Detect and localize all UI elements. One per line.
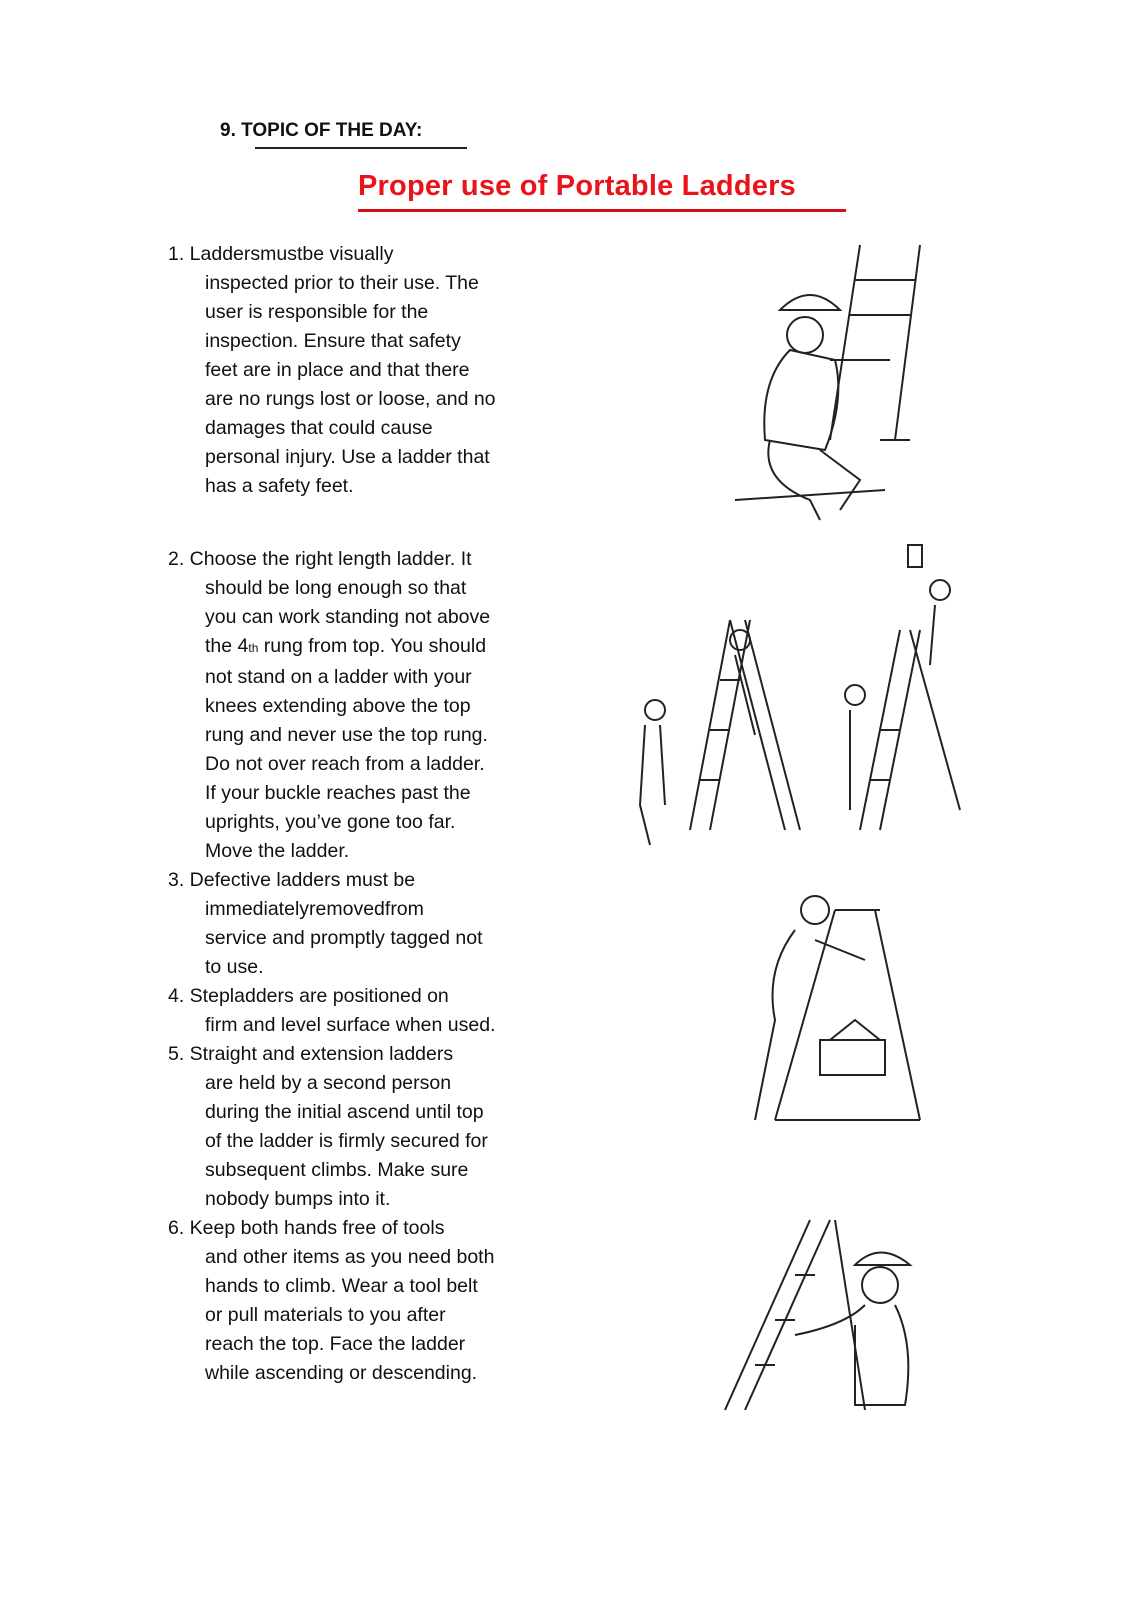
line: reach the top. Face the ladder [205,1333,466,1355]
climbing-ladder-illustration [715,1215,935,1425]
line: 3. Defective ladders must be [168,869,416,891]
page-title: Proper use of Portable Ladders [358,170,796,202]
stepladder-toolbox-illustration [735,880,935,1130]
superscript: th [248,641,259,655]
line: 1. Laddersmustbe visually [168,243,394,265]
line: 4. Stepladders are positioned on [168,985,449,1007]
line: firm and level surface when used. [205,1014,496,1036]
list-item-4 [168,982,495,1040]
line: you can work standing not above [205,606,491,628]
line: feet are in place and that there [205,359,470,381]
list-item-2 [168,545,495,866]
line: rung and never use the top rung. [205,724,488,746]
line: Move the ladder. [205,840,350,862]
line: while ascending or descending. [205,1362,478,1384]
worker-inspecting-ladder-illustration [720,240,940,530]
text: rung from top. You should [258,635,487,657]
line: immediatelyremovedfrom [205,898,424,920]
line: user is responsible for the [205,301,429,323]
line: to use. [205,956,264,978]
line: during the initial ascend until top [205,1101,484,1123]
line: 5. Straight and extension ladders [168,1043,454,1065]
line [168,632,495,663]
safety-list-part1 [168,240,496,501]
line: 2. Choose the right length ladder. It [168,548,472,570]
topic-label: 9. TOPIC OF THE DAY: [220,120,423,141]
line: 6. Keep both hands free of tools [168,1217,445,1239]
line: or pull materials to you after [205,1304,446,1326]
line: inspection. Ensure that safety [205,330,461,352]
list-item-6 [168,1214,495,1388]
stepladder-workers-illustration [630,540,980,860]
line: service and promptly tagged not [205,927,483,949]
line: Do not over reach from a ladder. [205,753,485,775]
list-item-3 [168,866,495,982]
title-underline [358,209,846,212]
line: are held by a second person [205,1072,452,1094]
line: uprights, you’ve gone too far. [205,811,456,833]
line: should be long enough so that [205,577,467,599]
line: of the ladder is firmly secured for [205,1130,488,1152]
topic-underline [255,147,467,149]
line: damages that could cause [205,417,433,439]
line: nobody bumps into it. [205,1188,391,1210]
line: has a safety feet. [205,475,354,497]
line: knees extending above the top [205,695,471,717]
line: personal injury. Use a ladder that [205,446,490,468]
line: subsequent climbs. Make sure [205,1159,469,1181]
list-item-1 [168,240,496,501]
text: the 4 [205,635,249,657]
line: inspected prior to their use. The [205,272,479,294]
line: and other items as you need both [205,1246,495,1268]
line: hands to climb. Wear a tool belt [205,1275,478,1297]
line: not stand on a ladder with your [205,666,472,688]
line: If your buckle reaches past the [205,782,471,804]
list-item-5 [168,1040,495,1214]
safety-list-part2 [168,545,495,1388]
line: are no rungs lost or loose, and no [205,388,496,410]
